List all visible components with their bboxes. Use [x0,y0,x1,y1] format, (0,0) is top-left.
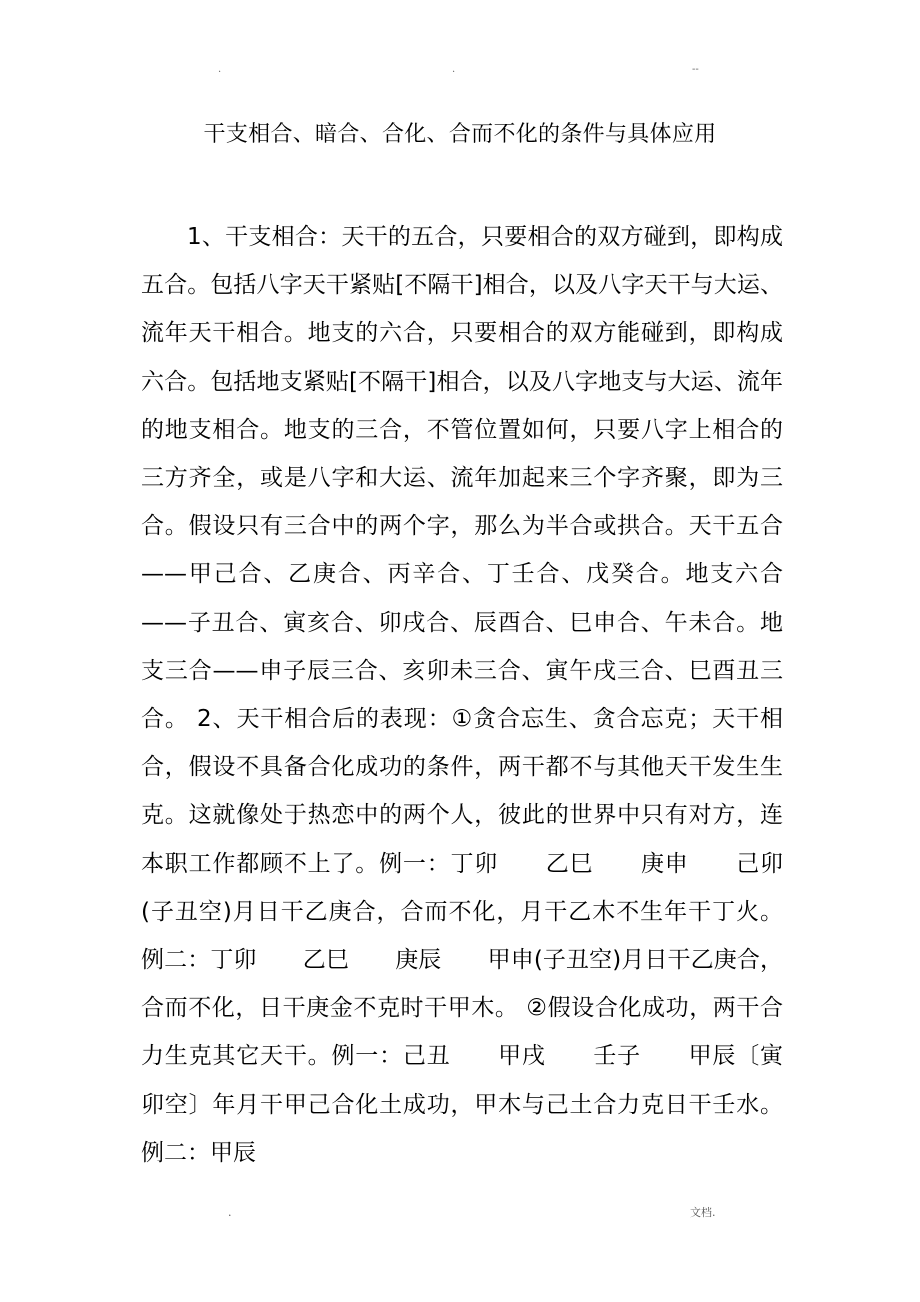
header-mark-left: . [218,64,222,75]
header-mark-right: -- [692,64,699,75]
footer-mark-left: . [228,1206,232,1219]
document-title: 干支相合、暗合、合化、合而不化的条件与具体应用 [203,122,717,147]
document-body-paragraph: 1、干支相合：天干的五合，只要相合的双方碰到，即构成五合。包括八字天干紧贴[不隔干]相合，以及八字天干与大运、流年天干相合。地支的六合，只要相合的双方能碰到，即构成六合。包括地支紧贴[不隔干]相合，以及八字地支与大运、流年的地支相合。地支的三合，不管位置如何，只要八字上相合的三方齐全，或是八字和大运、流年加起来三个字齐聚，即为三合。假设只有三合中的两个字，那么为半合或拱合。天干五合——甲己合、乙庚合、丙辛合、丁壬合、戊癸合。地支六合——子丑合、寅亥合、卯戌合、辰酉合、巳申合、午未合。地支三合——申子辰三合、亥卯未三合、寅午戌三合、巳酉丑三合。 2、天干相合后的表现：①贪合忘生、贪合忘克；天干相合，假设不具备合化成功的条件，两干都不与其他天干发生生克。这就像处于热恋中的两个人，彼此的世界中只有对方，连本职工作都顾不上了。例一：丁卯 乙巳 庚申 己卯(子丑空)月日干乙庚合，合而不化，月干乙木不生年干丁火。 例二：丁卯 乙巳 庚辰 甲申(子丑空)月日干乙庚合，合而不化，日干庚金不克时干甲木。 ②假设合化成功，两干合力生克其它天干。例一：己丑 甲戌 壬子 甲辰〔寅卯空〕年月干甲己合化土成功，甲木与己土合力克日干壬水。 例二：甲辰 [141,224,783,1166]
header-mark-middle: . [452,64,456,75]
footer-doc-label: 文档. [690,1206,716,1219]
